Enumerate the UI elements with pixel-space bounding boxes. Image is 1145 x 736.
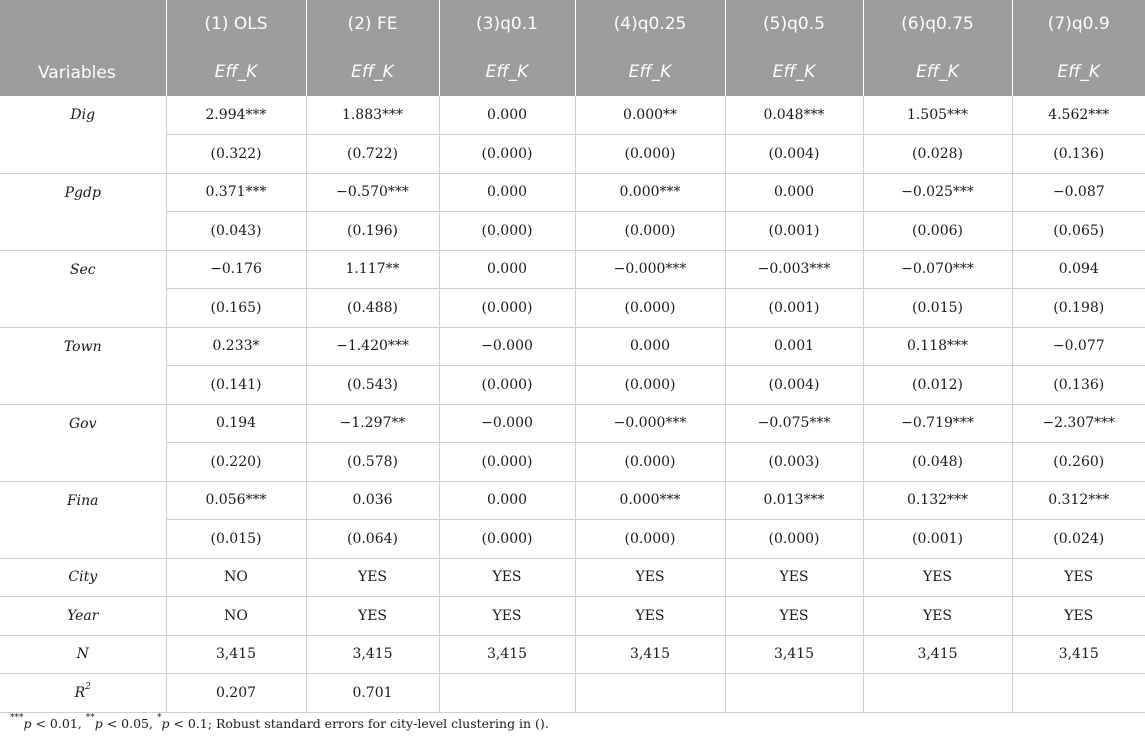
coefficient-cell: −0.070*** (863, 250, 1012, 289)
coefficient-cell: −0.087 (1012, 173, 1145, 212)
standard-error-cell: (0.065) (1012, 212, 1145, 251)
standard-error-cell: (0.722) (306, 135, 439, 174)
summary-cell: YES (725, 597, 863, 636)
standard-error-cell: (0.000) (439, 520, 575, 559)
dependent-variable: Eff_K (863, 48, 1012, 96)
summary-cell: NO (166, 558, 306, 597)
coefficient-cell: −1.420*** (306, 327, 439, 366)
column-header: (6)q0.75 (863, 0, 1012, 48)
summary-cell (575, 674, 725, 713)
summary-cell: 0.701 (306, 674, 439, 713)
standard-error-cell: (0.000) (575, 520, 725, 559)
standard-error-cell: (0.165) (166, 289, 306, 328)
coefficient-cell: 0.233* (166, 327, 306, 366)
standard-error-cell: (0.543) (306, 366, 439, 405)
standard-error-cell: (0.000) (439, 212, 575, 251)
summary-cell: 3,415 (1012, 635, 1145, 674)
standard-error-cell: (0.136) (1012, 135, 1145, 174)
standard-error-cell: (0.220) (166, 443, 306, 482)
standard-error-cell: (0.136) (1012, 366, 1145, 405)
coefficient-cell: 0.118*** (863, 327, 1012, 366)
summary-cell: YES (725, 558, 863, 597)
coefficient-cell: 1.883*** (306, 96, 439, 135)
table-body (0, 96, 1145, 712)
summary-row-label (0, 674, 166, 713)
summary-cell (725, 674, 863, 713)
summary-cell: YES (863, 558, 1012, 597)
summary-row-name: Year (67, 607, 99, 624)
coefficient-cell: −0.000 (439, 404, 575, 443)
standard-error-cell: (0.048) (863, 443, 1012, 482)
coefficient-cell: −0.719*** (863, 404, 1012, 443)
standard-error-row (0, 289, 1145, 328)
standard-error-cell: (0.006) (863, 212, 1012, 251)
coefficient-cell: −0.003*** (725, 250, 863, 289)
table-footnote: ***p < 0.01, **p < 0.05, *p < 0.1; Robust standard errors for city-level clustering in (). (10, 713, 549, 731)
coefficient-row (0, 173, 1145, 212)
summary-cell: 3,415 (725, 635, 863, 674)
coefficient-cell: 0.000 (439, 481, 575, 520)
summary-cell: YES (575, 597, 725, 636)
standard-error-cell: (0.000) (575, 366, 725, 405)
standard-error-row (0, 366, 1145, 405)
standard-error-cell: (0.003) (725, 443, 863, 482)
variable-name: Fina (0, 481, 166, 558)
coefficient-cell: −0.077 (1012, 327, 1145, 366)
summary-row (0, 597, 1145, 636)
coefficient-cell: 0.000** (575, 96, 725, 135)
summary-cell (863, 674, 1012, 713)
column-header: (4)q0.25 (575, 0, 725, 48)
standard-error-cell: (0.001) (725, 289, 863, 328)
coefficient-row (0, 327, 1145, 366)
standard-error-row (0, 135, 1145, 174)
summary-cell: YES (306, 558, 439, 597)
summary-row (0, 635, 1145, 674)
coefficient-cell: 0.000 (575, 327, 725, 366)
coefficient-cell: 2.994*** (166, 96, 306, 135)
standard-error-cell: (0.141) (166, 366, 306, 405)
standard-error-cell: (0.000) (575, 443, 725, 482)
coefficient-cell: 0.000 (439, 96, 575, 135)
standard-error-cell: (0.001) (725, 212, 863, 251)
summary-cell: YES (863, 597, 1012, 636)
summary-cell: NO (166, 597, 306, 636)
column-header-row (0, 0, 1145, 48)
coefficient-cell: 0.094 (1012, 250, 1145, 289)
summary-cell: YES (439, 597, 575, 636)
dependent-variable: Eff_K (725, 48, 863, 96)
summary-cell: 3,415 (439, 635, 575, 674)
summary-cell (439, 674, 575, 713)
coefficient-cell: 0.371*** (166, 173, 306, 212)
standard-error-cell: (0.028) (863, 135, 1012, 174)
standard-error-row (0, 443, 1145, 482)
coefficient-row (0, 96, 1145, 135)
variable-name: Sec (0, 250, 166, 327)
summary-row-label (0, 558, 166, 597)
dependent-variable: Eff_K (166, 48, 306, 96)
dependent-variable: Eff_K (575, 48, 725, 96)
coefficient-cell: 4.562*** (1012, 96, 1145, 135)
summary-row-name: R (74, 684, 86, 701)
standard-error-cell: (0.004) (725, 135, 863, 174)
standard-error-cell: (0.488) (306, 289, 439, 328)
standard-error-cell: (0.012) (863, 366, 1012, 405)
coefficient-row (0, 404, 1145, 443)
variables-header: Variables (0, 0, 166, 96)
summary-cell: YES (575, 558, 725, 597)
coefficient-cell: 0.001 (725, 327, 863, 366)
standard-error-cell: (0.015) (166, 520, 306, 559)
coefficient-cell: −1.297** (306, 404, 439, 443)
coefficient-cell: 0.132*** (863, 481, 1012, 520)
variable-name: Dig (0, 96, 166, 173)
summary-row-label (0, 597, 166, 636)
standard-error-cell: (0.015) (863, 289, 1012, 328)
standard-error-cell: (0.001) (863, 520, 1012, 559)
standard-error-cell: (0.043) (166, 212, 306, 251)
standard-error-row (0, 212, 1145, 251)
coefficient-cell: 1.117** (306, 250, 439, 289)
summary-cell (1012, 674, 1145, 713)
standard-error-cell: (0.198) (1012, 289, 1145, 328)
coefficient-cell: −2.307*** (1012, 404, 1145, 443)
coefficient-cell: −0.176 (166, 250, 306, 289)
standard-error-cell: (0.004) (725, 366, 863, 405)
standard-error-cell: (0.196) (306, 212, 439, 251)
summary-row-name: N (76, 646, 89, 663)
dependent-variable: Eff_K (1012, 48, 1145, 96)
summary-row-name: City (68, 569, 98, 586)
column-header: (1) OLS (166, 0, 306, 48)
coefficient-cell: 0.036 (306, 481, 439, 520)
variable-name: Pgdp (0, 173, 166, 250)
coefficient-cell: 0.056*** (166, 481, 306, 520)
column-header: (5)q0.5 (725, 0, 863, 48)
standard-error-cell: (0.064) (306, 520, 439, 559)
summary-cell: YES (306, 597, 439, 636)
standard-error-cell: (0.000) (575, 212, 725, 251)
coefficient-cell: 0.000*** (575, 173, 725, 212)
dependent-variable: Eff_K (439, 48, 575, 96)
standard-error-cell: (0.000) (575, 135, 725, 174)
coefficient-cell: −0.570*** (306, 173, 439, 212)
coefficient-row (0, 250, 1145, 289)
variable-name: Gov (0, 404, 166, 481)
summary-cell: 3,415 (863, 635, 1012, 674)
standard-error-cell: (0.000) (439, 443, 575, 482)
coefficient-cell: −0.025*** (863, 173, 1012, 212)
coefficient-cell: −0.075*** (725, 404, 863, 443)
column-header: (7)q0.9 (1012, 0, 1145, 48)
standard-error-cell: (0.000) (575, 289, 725, 328)
coefficient-cell: 0.194 (166, 404, 306, 443)
standard-error-row (0, 520, 1145, 559)
coefficient-cell: 1.505*** (863, 96, 1012, 135)
standard-error-cell: (0.000) (439, 289, 575, 328)
summary-cell: 0.207 (166, 674, 306, 713)
coefficient-row (0, 481, 1145, 520)
dependent-variable-row (0, 48, 1145, 96)
superscript: 2 (85, 681, 91, 692)
standard-error-cell: (0.000) (725, 520, 863, 559)
variable-name: Town (0, 327, 166, 404)
coefficient-cell: 0.000 (439, 250, 575, 289)
summary-cell: 3,415 (575, 635, 725, 674)
coefficient-cell: 0.312*** (1012, 481, 1145, 520)
standard-error-cell: (0.322) (166, 135, 306, 174)
coefficient-cell: −0.000 (439, 327, 575, 366)
summary-cell: 3,415 (306, 635, 439, 674)
coefficient-cell: 0.000 (725, 173, 863, 212)
summary-row (0, 674, 1145, 713)
coefficient-cell: −0.000*** (575, 250, 725, 289)
summary-cell: YES (1012, 558, 1145, 597)
summary-row (0, 558, 1145, 597)
coefficient-cell: 0.000*** (575, 481, 725, 520)
standard-error-cell: (0.024) (1012, 520, 1145, 559)
standard-error-cell: (0.000) (439, 366, 575, 405)
standard-error-cell: (0.578) (306, 443, 439, 482)
summary-cell: YES (1012, 597, 1145, 636)
coefficient-cell: 0.000 (439, 173, 575, 212)
summary-cell: YES (439, 558, 575, 597)
dependent-variable: Eff_K (306, 48, 439, 96)
summary-cell: 3,415 (166, 635, 306, 674)
column-header: (2) FE (306, 0, 439, 48)
coefficient-cell: 0.013*** (725, 481, 863, 520)
standard-error-cell: (0.260) (1012, 443, 1145, 482)
column-header: (3)q0.1 (439, 0, 575, 48)
coefficient-cell: −0.000*** (575, 404, 725, 443)
summary-row-label (0, 635, 166, 674)
coefficient-cell: 0.048*** (725, 96, 863, 135)
standard-error-cell: (0.000) (439, 135, 575, 174)
